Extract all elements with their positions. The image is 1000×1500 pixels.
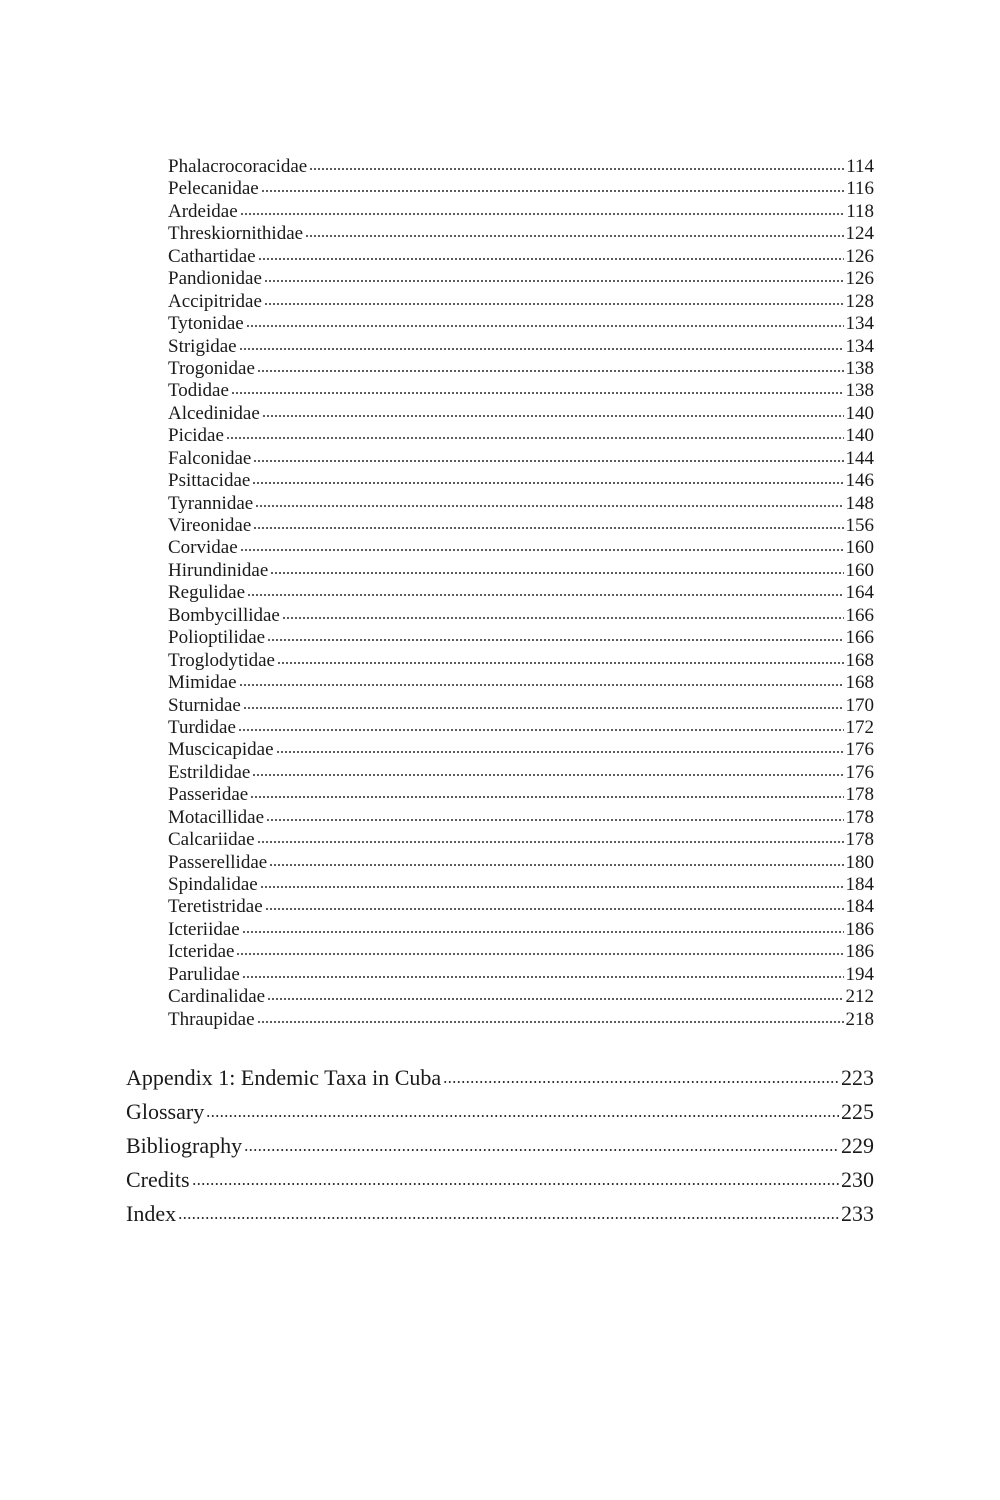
entry-page-number: 230 xyxy=(841,1167,874,1192)
entry-page-number: 168 xyxy=(845,649,874,671)
entry-page-number: 148 xyxy=(845,492,874,514)
toc-family-entry[interactable] xyxy=(168,268,874,290)
dot-leader xyxy=(192,1182,839,1186)
dot-leader xyxy=(443,1080,839,1084)
dot-leader xyxy=(258,257,844,261)
dot-leader xyxy=(277,661,844,665)
entry-label: Motacillidae xyxy=(168,806,265,828)
entry-page-number: 186 xyxy=(845,918,874,940)
toc-family-entry[interactable] xyxy=(168,358,874,380)
dot-leader xyxy=(269,863,843,867)
toc-family-entry[interactable] xyxy=(168,156,874,178)
toc-family-entry[interactable] xyxy=(168,964,874,986)
entry-label: Tytonidae xyxy=(168,313,244,335)
entry-page-number: 178 xyxy=(845,784,874,806)
dot-leader xyxy=(257,840,844,844)
dot-leader xyxy=(267,997,843,1001)
toc-family-entry[interactable] xyxy=(168,695,874,717)
entry-label: Accipitridae xyxy=(168,290,262,312)
dot-leader xyxy=(247,593,843,597)
toc-family-entry[interactable] xyxy=(168,336,874,358)
toc-family-entry[interactable] xyxy=(168,896,874,918)
entry-label: Todidae xyxy=(168,380,229,402)
entry-page-number: 178 xyxy=(845,806,874,828)
entry-label: Troglodytidae xyxy=(168,649,275,671)
dot-leader xyxy=(246,324,844,328)
dot-leader xyxy=(309,167,844,171)
dot-leader xyxy=(252,481,843,485)
entry-label: Turdidae xyxy=(168,716,236,738)
toc-family-entry[interactable] xyxy=(168,605,874,627)
dot-leader xyxy=(239,683,844,687)
dot-leader xyxy=(264,302,844,306)
entry-label: Sturnidae xyxy=(168,694,241,716)
back-matter-list xyxy=(126,1061,874,1231)
entry-label: Regulidae xyxy=(168,582,246,604)
dot-leader xyxy=(242,930,844,934)
toc-family-entry[interactable] xyxy=(168,627,874,649)
family-list xyxy=(168,156,874,1031)
dot-leader xyxy=(239,347,844,351)
dot-leader xyxy=(253,526,843,530)
entry-label: Bombycillidae xyxy=(168,604,280,626)
entry-page-number: 140 xyxy=(845,402,874,424)
entry-label: Pandionidae xyxy=(168,268,262,290)
toc-family-entry[interactable] xyxy=(168,672,874,694)
entry-page-number: 144 xyxy=(845,447,874,469)
toc-family-entry[interactable] xyxy=(168,739,874,761)
entry-label: Falconidae xyxy=(168,447,252,469)
dot-leader xyxy=(238,728,844,732)
entry-label: Teretistridae xyxy=(168,896,263,918)
entry-page-number: 124 xyxy=(845,223,874,245)
entry-page-number: 126 xyxy=(845,268,874,290)
toc-section-entry[interactable] xyxy=(126,1095,874,1129)
dot-leader xyxy=(260,885,844,889)
toc-family-entry[interactable] xyxy=(168,515,874,537)
entry-label: Glossary xyxy=(126,1099,205,1124)
dot-leader xyxy=(262,414,844,418)
entry-label: Bibliography xyxy=(126,1133,243,1158)
entry-page-number: 126 xyxy=(845,245,874,267)
entry-page-number: 128 xyxy=(845,290,874,312)
entry-page-number: 170 xyxy=(845,694,874,716)
entry-page-number: 218 xyxy=(845,1008,874,1030)
entry-label: Calcariidae xyxy=(168,829,255,851)
entry-label: Polioptilidae xyxy=(168,627,266,649)
entry-page-number: 225 xyxy=(841,1099,874,1124)
toc-family-entry[interactable] xyxy=(168,829,874,851)
dot-leader xyxy=(276,750,844,754)
entry-page-number: 180 xyxy=(845,851,874,873)
entry-page-number: 172 xyxy=(845,716,874,738)
entry-page-number: 160 xyxy=(845,559,874,581)
entry-label: Trogonidae xyxy=(168,357,255,379)
entry-label: Hirundinidae xyxy=(168,559,269,581)
entry-label: Ardeidae xyxy=(168,200,238,222)
toc-family-entry[interactable] xyxy=(168,448,874,470)
entry-page-number: 184 xyxy=(845,874,874,895)
toc-section-entry[interactable] xyxy=(126,1197,874,1231)
dot-leader xyxy=(264,279,844,283)
toc-family-entry[interactable] xyxy=(168,852,874,874)
entry-label: Picidae xyxy=(168,425,224,447)
entry-page-number: 134 xyxy=(845,313,874,335)
dot-leader xyxy=(178,1216,839,1220)
toc-family-entry[interactable] xyxy=(168,380,874,402)
toc-family-entry[interactable] xyxy=(168,762,874,784)
entry-label: Cathartidae xyxy=(168,245,256,267)
dot-leader xyxy=(242,975,844,979)
entry-page-number: 176 xyxy=(845,761,874,783)
dot-leader xyxy=(243,706,844,710)
dot-leader xyxy=(257,369,844,373)
entry-page-number: 116 xyxy=(846,178,874,200)
entry-label: Mimidae xyxy=(168,672,237,694)
entry-label: Alcedinidae xyxy=(168,402,260,424)
dot-leader xyxy=(253,459,843,463)
entry-page-number: 233 xyxy=(841,1201,874,1226)
dot-leader xyxy=(252,773,843,777)
dot-leader xyxy=(250,795,843,799)
entry-page-number: 194 xyxy=(845,963,874,985)
entry-page-number: 118 xyxy=(846,200,874,222)
toc-section-entry[interactable] xyxy=(126,1129,874,1163)
entry-page-number: 140 xyxy=(845,425,874,447)
entry-label: Estrildidae xyxy=(168,761,251,783)
entry-label: Passeridae xyxy=(168,784,249,806)
entry-label: Muscicapidae xyxy=(168,739,274,761)
toc-family-entry[interactable] xyxy=(168,313,874,335)
entry-label: Icteriidae xyxy=(168,918,240,940)
dot-leader xyxy=(261,189,844,193)
dot-leader xyxy=(265,907,844,911)
dot-leader xyxy=(257,1020,844,1024)
toc-family-entry[interactable] xyxy=(168,784,874,806)
entry-page-number: 168 xyxy=(845,672,874,694)
entry-page-number: 164 xyxy=(845,582,874,604)
toc-family-entry[interactable] xyxy=(168,201,874,223)
entry-label: Appendix 1: Endemic Taxa in Cuba xyxy=(126,1065,442,1090)
entry-label: Threskiornithidae xyxy=(168,223,304,245)
toc-family-entry[interactable] xyxy=(168,650,874,672)
entry-label: Cardinalidae xyxy=(168,986,266,1008)
toc-family-entry[interactable] xyxy=(168,986,874,1008)
entry-page-number: 166 xyxy=(845,627,874,649)
toc-family-entry[interactable] xyxy=(168,403,874,425)
toc-family-entry[interactable] xyxy=(168,874,874,896)
entry-label: Credits xyxy=(126,1167,190,1192)
entry-label: Corvidae xyxy=(168,537,238,559)
dot-leader xyxy=(266,818,843,822)
toc-family-entry[interactable] xyxy=(168,919,874,941)
toc-family-entry[interactable] xyxy=(168,246,874,268)
dot-leader xyxy=(206,1114,839,1118)
toc-family-entry[interactable] xyxy=(168,537,874,559)
dot-leader xyxy=(226,436,844,440)
entry-page-number: 138 xyxy=(845,357,874,379)
toc-family-entry[interactable] xyxy=(168,493,874,515)
toc-family-entry[interactable] xyxy=(168,717,874,739)
toc-family-entry[interactable] xyxy=(168,425,874,447)
dot-leader xyxy=(244,1148,839,1152)
toc-family-entry[interactable] xyxy=(168,807,874,829)
entry-label: Phalacrocoracidae xyxy=(168,156,308,177)
entry-label: Strigidae xyxy=(168,335,237,357)
toc-family-entry[interactable] xyxy=(168,1009,874,1031)
entry-page-number: 114 xyxy=(846,156,874,177)
toc-family-entry[interactable] xyxy=(168,178,874,200)
toc-family-entry[interactable] xyxy=(168,560,874,582)
entry-label: Spindalidae xyxy=(168,874,258,895)
entry-label: Icteridae xyxy=(168,941,235,963)
entry-page-number: 212 xyxy=(845,986,874,1008)
entry-page-number: 138 xyxy=(845,380,874,402)
toc-section-entry[interactable] xyxy=(126,1061,874,1095)
toc-family-entry[interactable] xyxy=(168,582,874,604)
toc-section-entry[interactable] xyxy=(126,1163,874,1197)
entry-page-number: 134 xyxy=(845,335,874,357)
entry-page-number: 160 xyxy=(845,537,874,559)
dot-leader xyxy=(255,504,843,508)
entry-label: Index xyxy=(126,1201,177,1226)
dot-leader xyxy=(240,212,845,216)
entry-page-number: 229 xyxy=(841,1133,874,1158)
toc-family-entry[interactable] xyxy=(168,223,874,245)
entry-label: Vireonidae xyxy=(168,515,252,536)
toc-family-entry[interactable] xyxy=(168,470,874,492)
dot-leader xyxy=(240,548,844,552)
entry-page-number: 186 xyxy=(845,941,874,963)
entry-page-number: 176 xyxy=(845,739,874,761)
entry-label: Parulidae xyxy=(168,963,240,985)
entry-label: Psittacidae xyxy=(168,470,251,492)
dot-leader xyxy=(267,638,843,642)
entry-page-number: 184 xyxy=(845,896,874,918)
entry-page-number: 146 xyxy=(845,470,874,492)
dot-leader xyxy=(282,616,844,620)
entry-label: Passerellidae xyxy=(168,851,268,873)
toc-family-entry[interactable] xyxy=(168,941,874,963)
entry-label: Thraupidae xyxy=(168,1008,255,1030)
dot-leader xyxy=(270,571,843,575)
entry-label: Tyrannidae xyxy=(168,492,254,514)
entry-page-number: 166 xyxy=(845,604,874,626)
dot-leader xyxy=(236,952,843,956)
dot-leader xyxy=(231,391,844,395)
entry-label: Pelecanidae xyxy=(168,178,259,200)
toc-family-entry[interactable] xyxy=(168,291,874,313)
entry-page-number: 156 xyxy=(845,515,874,536)
entry-page-number: 223 xyxy=(841,1065,874,1090)
dot-leader xyxy=(305,234,843,238)
entry-page-number: 178 xyxy=(845,829,874,851)
